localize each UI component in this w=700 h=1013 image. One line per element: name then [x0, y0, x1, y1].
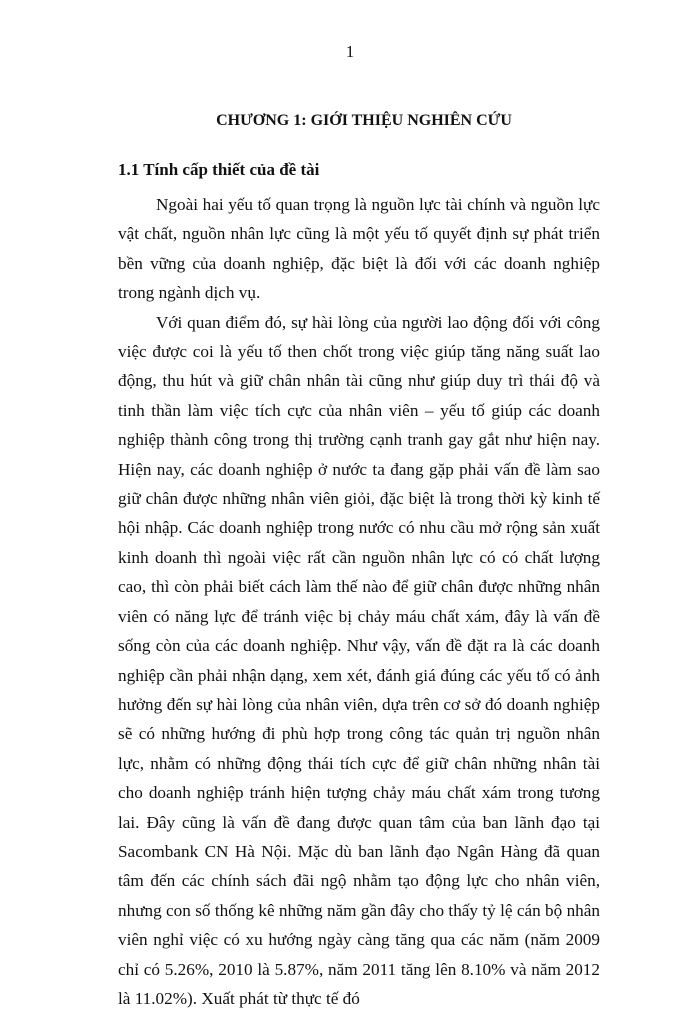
chapter-title: CHƯƠNG 1: GIỚI THIỆU NGHIÊN CỨU — [216, 112, 512, 129]
paragraph: Với quan điểm đó, sự hài lòng của người lao động đối với công việc được coi là yếu tố then chốt trong việc giúp tăng năng suất lao động, thu hút và giữ chân nhân tài cũng như giúp duy trì thái độ và tinh thần làm việc tích cực của nhân viên – yếu tố giúp các doanh nghiệp thành công trong thị trường cạnh tranh gay gắt như hiện nay. Hiện nay, các doanh nghiệp ở nước ta đang gặp phải vấn đề làm sao giữ chân được những nhân viên giỏi, đặc biệt là trong thời kỳ kinh tế hội nhập. Các doanh nghiệp trong nước có nhu cầu mở rộng sản xuất kinh doanh thì ngoài việc rất cần nguồn nhân lực có có chất lượng cao, thì còn phải biết cách làm thế nào để giữ chân được những nhân viên có năng lực để tránh việc bị chảy máu chất xám, đây là vấn đề sống còn của các doanh nghiệp. Như vậy, vấn đề đặt ra là các doanh nghiệp cần phải nhận dạng, xem xét, đánh giá đúng các yếu tố có ảnh hưởng đến sự hài lòng của nhân viên, dựa trên cơ sở đó doanh nghiệp sẽ có những hướng đi phù hợp trong công tác quản trị nguồn nhân lực, nhằm có những động thái tích cực để giữ chân những nhân tài cho doanh nghiệp tránh hiện tượng chảy máu chất xám trong tương lai. Đây cũng là vấn đề đang được quan tâm của ban lãnh đạo tại Sacombank CN Hà Nội. Mặc dù ban lãnh đạo Ngân Hàng đã quan tâm đến các chính sách đãi ngộ nhằm tạo động lực cho nhân viên, nhưng con số thống kê những năm gần đây cho thấy tỷ lệ cán bộ nhân viên nghỉ việc có xu hướng ngày càng tăng qua các năm (năm 2009 chỉ có 5.26%, 2010 là 5.87%, năm 2011 tăng lên 8.10% và năm 2012 là 11.02%). Xuất phát từ thực tế đó — [118, 312, 600, 1008]
body-text — [118, 190, 600, 1013]
page-number: 1 — [345, 42, 355, 61]
paragraph: Ngoài hai yếu tố quan trọng là nguồn lực tài chính và nguồn lực vật chất, nguồn nhân lực cũng là một yếu tố quyết định sự phát triển bền vững của doanh nghiệp, đặc biệt là đối với các doanh nghiệp trong ngành dịch vụ. — [118, 195, 600, 303]
section-heading: 1.1 Tính cấp thiết của đề tài — [118, 160, 320, 179]
